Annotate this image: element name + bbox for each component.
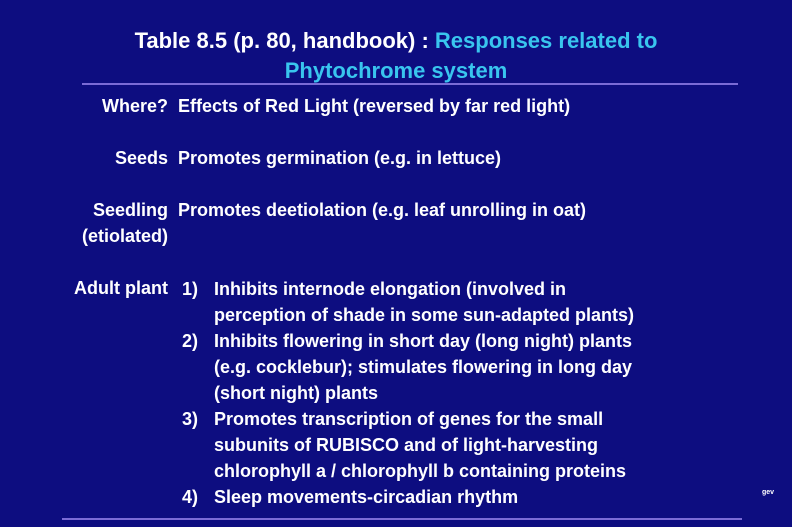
header-text: Effects of Red Light (reversed by far red light)	[178, 96, 571, 116]
author-initials: gev	[762, 489, 775, 496]
row-label-line2: (etiolated)	[81, 226, 168, 246]
item-line: subunits of RUBISCO and of light-harvesting	[214, 435, 598, 455]
title-lead: Table 8.5 (p. 80, handbook) :	[134, 28, 429, 53]
title-emphasis-1: Responses related to	[434, 28, 658, 53]
item-line: perception of shade in some sun-adapted plants)	[214, 305, 635, 325]
item-line: (e.g. cocklebur); stimulates flowering in long day	[214, 357, 633, 377]
title-line-1	[0, 26, 792, 56]
row-label: Adult plant	[74, 278, 168, 298]
item-line: Promotes transcription of genes for the small	[214, 409, 604, 429]
header-label: Where?	[101, 96, 168, 116]
item-line: chlorophyll a / chlorophyll b containing proteins	[214, 461, 627, 481]
slide-title	[0, 26, 792, 86]
item-number: 2)	[181, 331, 198, 351]
row-text: Promotes deetiolation (e.g. leaf unrolling in oat)	[178, 200, 587, 220]
item-line: (short night) plants	[214, 383, 378, 403]
item-line: Inhibits flowering in short day (long night) plants	[214, 331, 632, 351]
item-line: Sleep movements-circadian rhythm	[214, 487, 519, 507]
title-divider	[82, 83, 738, 85]
row-text: Promotes germination (e.g. in lettuce)	[178, 148, 502, 168]
item-line: Inhibits internode elongation (involved in	[214, 279, 567, 299]
row-label-line1: Seedling	[92, 200, 168, 220]
item-number: 4)	[181, 487, 198, 507]
item-number: 3)	[181, 409, 198, 429]
title-emphasis-2: Phytochrome system	[284, 58, 508, 83]
item-number: 1)	[181, 279, 198, 299]
footer-divider	[62, 518, 742, 520]
row-label: Seeds	[114, 148, 168, 168]
